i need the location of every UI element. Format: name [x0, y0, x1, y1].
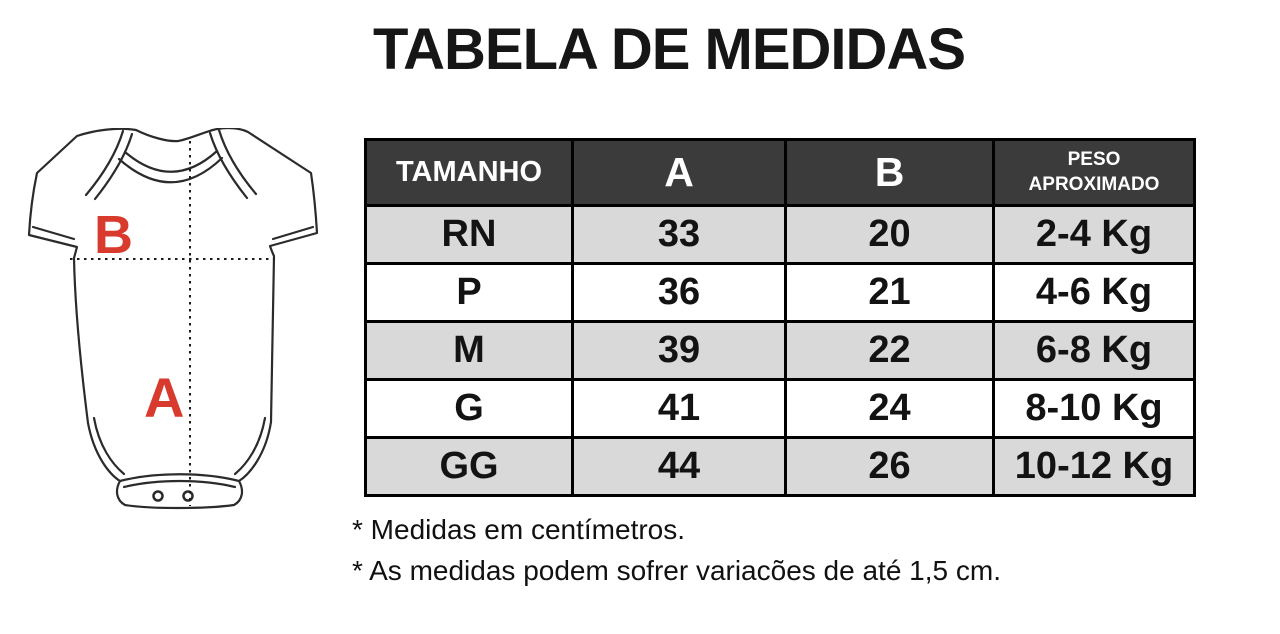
table-row [366, 322, 1195, 380]
table-header-row [366, 140, 1195, 206]
cell-size: P [366, 264, 573, 322]
footnote-variation: * As medidas podem sofrer variacões de até 1,5 cm. [352, 555, 1001, 586]
cell-size: G [366, 380, 573, 438]
cell-b: 24 [786, 380, 994, 438]
size-chart-table [364, 138, 1196, 497]
cell-b: 21 [786, 264, 994, 322]
cell-b: 20 [786, 206, 994, 264]
cell-a: 33 [573, 206, 786, 264]
cell-b: 26 [786, 438, 994, 496]
right-cuff-binding [273, 227, 313, 239]
left-leg-binding [94, 418, 124, 474]
cell-size: RN [366, 206, 573, 264]
bodysuit-measurement-diagram [20, 128, 340, 520]
cell-weight: 8-10 Kg [994, 380, 1195, 438]
right-leg-binding [235, 418, 265, 474]
snap-button-icon [184, 492, 193, 501]
footnotes [352, 514, 1001, 596]
footnote-units: * Medidas em centímetros. [352, 514, 686, 545]
table-row [366, 206, 1195, 264]
bodysuit-silhouette [29, 128, 317, 508]
cell-size: GG [366, 438, 573, 496]
neckline-trim [119, 151, 222, 182]
cell-weight: 2-4 Kg [994, 206, 1195, 264]
header-cell-b: B [786, 140, 994, 206]
cell-a: 41 [573, 380, 786, 438]
page-title: TABELA DE MEDIDAS [373, 17, 965, 82]
crotch-flap-edge [120, 474, 239, 487]
measure-label-b: B [94, 205, 133, 265]
cell-size: M [366, 322, 573, 380]
header-cell-a: A [573, 140, 786, 206]
cell-a: 44 [573, 438, 786, 496]
table-row [366, 438, 1195, 496]
bodysuit-outline-drawing [20, 128, 335, 513]
cell-weight: 4-6 Kg [994, 264, 1195, 322]
cell-weight: 10-12 Kg [994, 438, 1195, 496]
cell-weight: 6-8 Kg [994, 322, 1195, 380]
measure-label-a: A [144, 366, 185, 429]
cell-a: 39 [573, 322, 786, 380]
table-row [366, 380, 1195, 438]
cell-a: 36 [573, 264, 786, 322]
table-row [366, 264, 1195, 322]
header-cell-peso-aproximado: PESO APROXIMADO [994, 140, 1195, 206]
header-cell-tamanho: TAMANHO [366, 140, 573, 206]
cell-b: 22 [786, 322, 994, 380]
snap-button-icon [154, 492, 163, 501]
